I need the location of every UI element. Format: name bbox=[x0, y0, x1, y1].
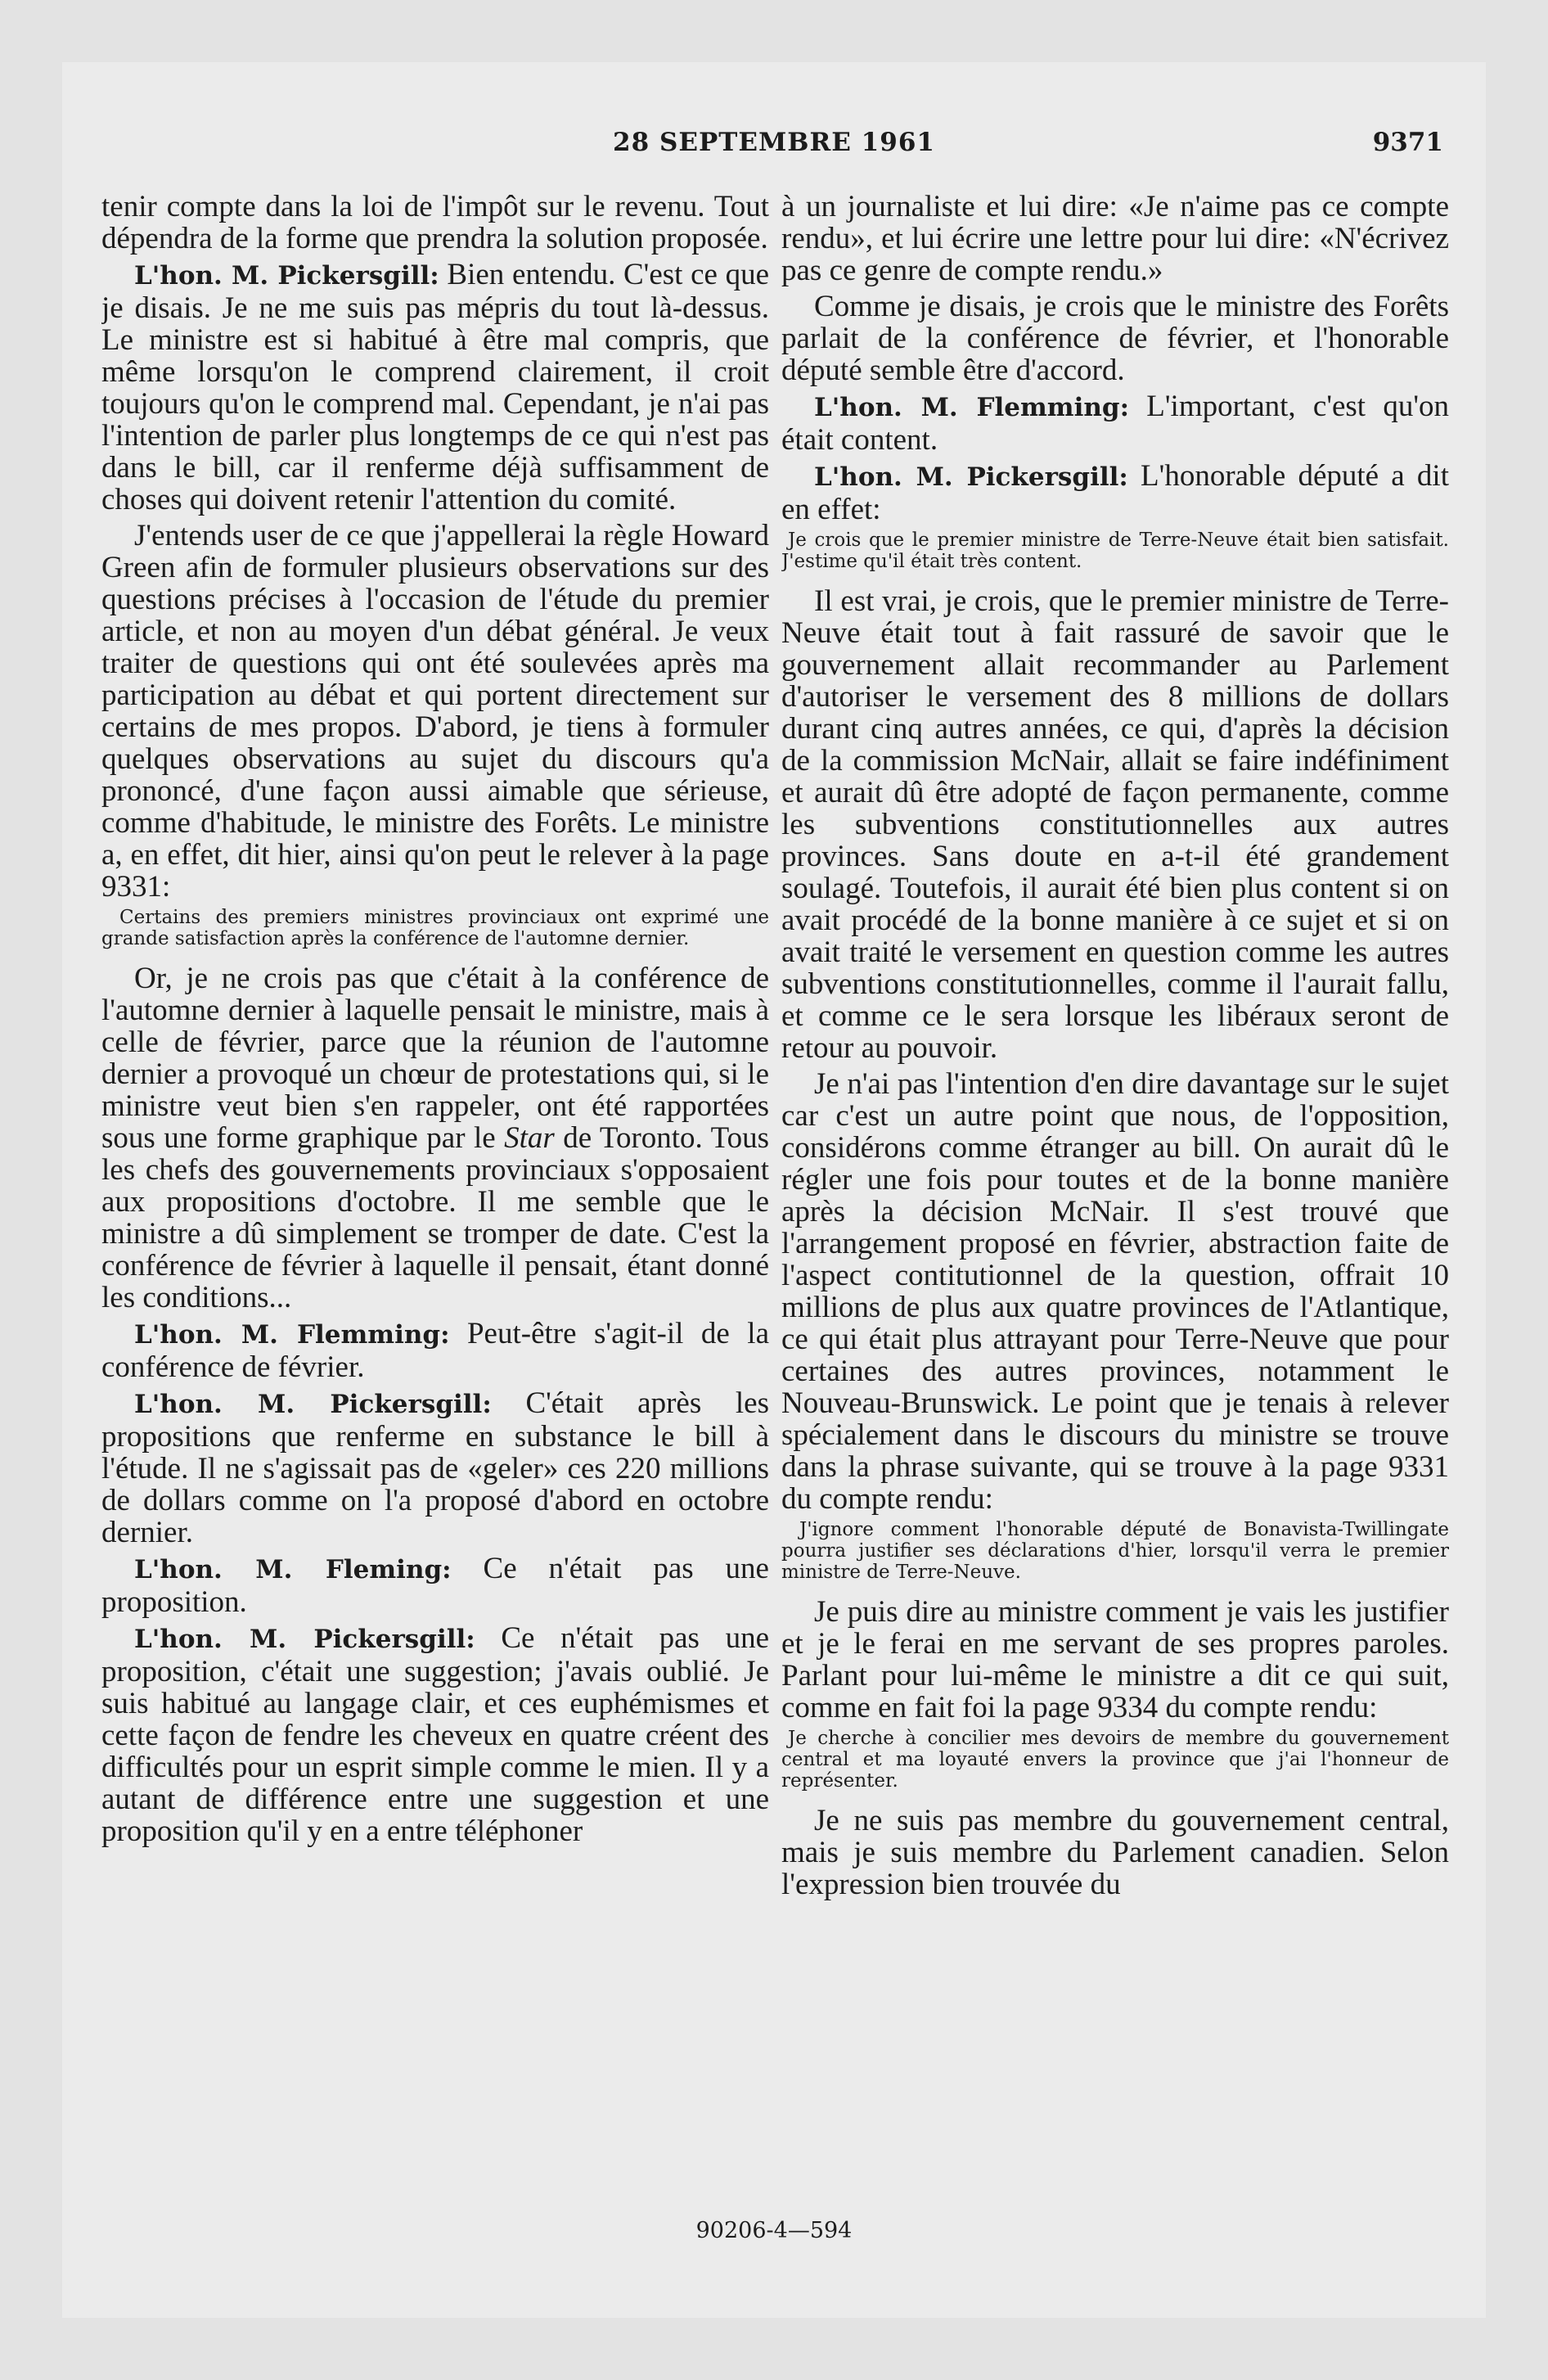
left-paragraph-5 bbox=[101, 1318, 769, 1383]
right-paragraph-1: à un journaliste et lui dire: «Je n'aime pas ce compte rendu», et lui écrire une lettre pour lui dire: «N'écrivez pas ce genre de compte rendu.» bbox=[781, 191, 1449, 287]
speaker-name: L'hon. M. Pickersgill: bbox=[134, 1390, 492, 1419]
right-column bbox=[781, 191, 1449, 2188]
speaker-name: L'hon. M. Pickersgill: bbox=[814, 462, 1128, 492]
speaker-name: L'hon. M. Fleming: bbox=[134, 1555, 452, 1584]
speech-text: Ce n'était pas une proposition. bbox=[101, 1552, 769, 1619]
right-paragraph-5: Il est vrai, je crois, que le premier ministre de Terre-Neuve était tout à fait rassuré de savoir que le gouvernement allait recommander au Parlement d'autoriser le versement des 8 millions de dollars durant cinq autres années, ce qui, d'après la décision de la commission McNair, allait se faire indéfiniment et aurait dû être adopté de façon permanente, comme les subventions constitutionnelles aux autres provinces. Sans doute en a-t-il été grandement soulagé. Toutefois, il aurait été bien plus content si on avait procédé de la bonne manière à ce sujet et si on avait traité le versement en question comme les autres subventions constitutionnelles, comme il l'aurait fallu, et comme ce le sera lorsque les libéraux seront de retour au pouvoir. bbox=[781, 584, 1449, 1065]
left-column bbox=[101, 191, 769, 2188]
left-paragraph-3: J'entends user de ce que j'appellerai la règle Howard Green afin de formuler plusieurs observations sur des questions précises à l'occasion de l'étude du premier article, et non au moyen d'un débat général. Je veux traiter de questions qui ont été soulevées après ma participation au débat et qui portent directement sur certains de mes propos. D'abord, je tiens à formuler quelques observations au sujet du discours qu'a prononcé, d'une façon aussi aimable que sérieuse, comme d'habitude, le ministre des Forêts. Le ministre a, en effet, dit hier, ainsi qu'on peut le relever à la page 9331: bbox=[101, 519, 769, 904]
speech-text: Bien entendu. C'est ce que je disais. Je ne me suis pas mépris du tout là-dessus. Le ministre est si habitué à être mal compris, que même lorsqu'on le comprend clairement, il croit toujours qu'on le comprend mal. Cependant, je n'ai pas l'intention de parler plus longtemps de ce qui n'est pas dans le bill, car il renferme déjà suffisamment de choses qui doivent retenir l'attention du comité. bbox=[101, 258, 769, 516]
left-paragraph-2 bbox=[101, 259, 769, 516]
right-paragraph-3 bbox=[781, 390, 1449, 456]
newspaper-name: Star bbox=[504, 1121, 555, 1155]
speech-text: L'important, c'est qu'on était content. bbox=[781, 390, 1449, 457]
left-paragraph-8 bbox=[101, 1622, 769, 1847]
right-paragraph-8: Je ne suis pas membre du gouvernement central, mais je suis membre du Parlement canadien. Selon l'expression bien trouvée du bbox=[781, 1804, 1449, 1901]
right-paragraph-7: Je puis dire au ministre comment je vais les justifier et je le ferai en me servant de ses propres paroles. Parlant pour lui-même le ministre a dit ce qui suit, comme en fait foi la page 9334 du compte rendu: bbox=[781, 1595, 1449, 1724]
right-paragraph-4 bbox=[781, 460, 1449, 525]
right-paragraph-2: Comme je disais, je crois que le ministre des Forêts parlait de la conférence de février, et l'honorable député semble être d'accord. bbox=[781, 290, 1449, 387]
right-quote-2: J'ignore comment l'honorable député de Bonavista-Twillingate pourra justifier ses déclarations d'hier, lorsqu'il verra le premier ministre de Terre-Neuve. bbox=[781, 1519, 1449, 1583]
speaker-name: L'hon. M. Flemming: bbox=[814, 393, 1130, 422]
right-quote-3: Je cherche à concilier mes devoirs de membre du gouvernement central et ma loyauté envers la province que j'ai l'honneur de représenter. bbox=[781, 1728, 1449, 1792]
left-quote-1: Certains des premiers ministres provinciaux ont exprimé une grande satisfaction après la conférence de l'automne dernier. bbox=[101, 907, 769, 949]
left-paragraph-7 bbox=[101, 1553, 769, 1618]
speaker-name: L'hon. M. Pickersgill: bbox=[134, 1625, 475, 1654]
left-paragraph-1: tenir compte dans la loi de l'impôt sur le revenu. Tout dépendra de la forme que prendra la solution proposée. bbox=[101, 191, 769, 255]
speech-text: L'honorable député a dit en effet: bbox=[781, 459, 1449, 526]
page-header bbox=[105, 128, 1443, 169]
speech-text: de Toronto. Tous les chefs des gouvernements provinciaux s'opposaient aux propositions d'octobre. Il me semble que le ministre a dû simplement se tromper de date. C'est la conférence de février à laquelle il pensait, étant donné les conditions... bbox=[101, 1121, 769, 1314]
right-paragraph-6: Je n'ai pas l'intention d'en dire davantage sur le sujet car c'est un autre point que nous, de l'opposition, considérons comme étranger au bill. On aurait dû le régler une fois pour toutes et de la bonne manière après la décision McNair. Il s'est trouvé que l'arrangement proposé en février, abstraction faite de l'aspect contitutionnel de la question, offrait 10 millions de plus aux quatre provinces de l'Atlantique, ce qui était plus attrayant pour Terre-Neuve que pour certaines des autres provinces, notamment le Nouveau-Brunswick. Le point que je tenais à relever spécialement dans le discours du ministre se trouve dans la phrase suivante, qui se trouve à la page 9331 du compte rendu: bbox=[781, 1067, 1449, 1516]
left-paragraph-4 bbox=[101, 962, 769, 1314]
left-paragraph-6 bbox=[101, 1387, 769, 1548]
page-footer-code: 90206-4—594 bbox=[695, 2218, 853, 2243]
speaker-name: L'hon. M. Flemming: bbox=[134, 1320, 450, 1350]
right-quote-1: Je crois que le premier ministre de Terre-Neuve était bien satisfait. J'estime qu'il était très content. bbox=[781, 530, 1449, 572]
speech-text: Peut-être s'agit-il de la conférence de février. bbox=[101, 1317, 769, 1384]
speech-text: Ce n'était pas une proposition, c'était une suggestion; j'avais oublié. Je suis habitué au langage clair, et ces euphémismes et cette façon de fendre les cheveux en quatre créent des difficultés pour un esprit simple comme le mien. Il y a autant de différence entre une suggestion et une proposition qu'il y en a entre téléphoner bbox=[101, 1621, 769, 1848]
speaker-name: L'hon. M. Pickersgill: bbox=[134, 261, 439, 291]
header-page-number: 9371 bbox=[1372, 128, 1443, 157]
header-date: 28 SEPTEMBRE 1961 bbox=[613, 128, 935, 157]
speech-text: Or, je ne crois pas que c'était à la conférence de l'automne dernier à laquelle pensait le ministre, mais à celle de février, parce que la réunion de l'automne dernier a provoqué un chœur de protestations qui, si le ministre veut bien s'en rappeler, ont été rapportées sous une forme graphique par le bbox=[101, 962, 769, 1155]
speech-text: C'était après les propositions que renferme en substance le bill à l'étude. Il ne s'agissait pas de «geler» ces 220 millions de dollars comme on l'a proposé d'abord en octobre dernier. bbox=[101, 1386, 769, 1549]
